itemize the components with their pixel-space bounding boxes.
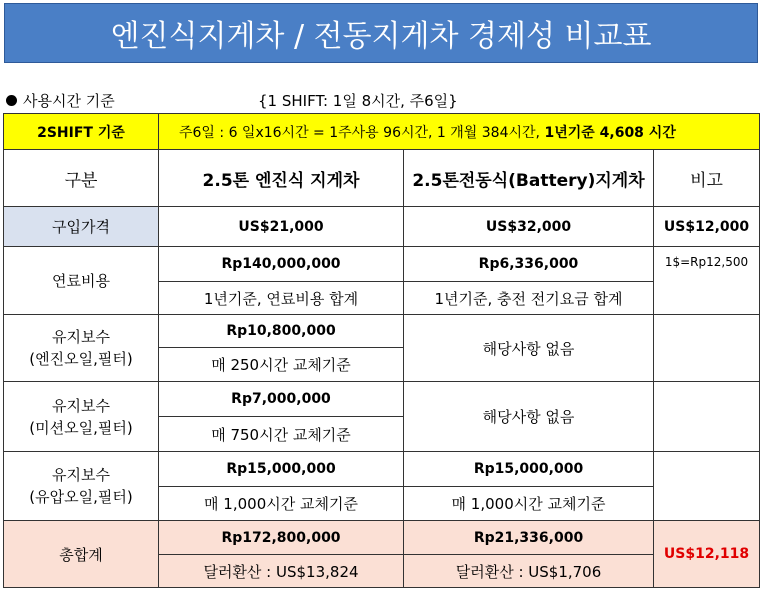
fuel-electric-value: Rp6,336,000 — [404, 247, 654, 282]
shift-row-text — [159, 114, 760, 150]
maint-hydraulic-oil-electric-note: 매 1,000시간 교체기준 — [404, 487, 654, 521]
purchase-engine: US$21,000 — [159, 207, 404, 247]
maint-hydraulic-oil-engine-note: 매 1,000시간 교체기준 — [159, 487, 404, 521]
purchase-remark: US$12,000 — [654, 207, 760, 247]
maint-hydraulic-oil-engine-value: Rp15,000,000 — [159, 452, 404, 487]
shift-definition: {1 SHIFT: 1일 8시간, 주6일} — [258, 92, 458, 110]
maint-hydraulic-oil-label-1: 유지보수 — [52, 466, 110, 484]
maint-hydraulic-oil-electric-value: Rp15,000,000 — [404, 452, 654, 487]
maint-engine-oil-remark — [654, 315, 760, 382]
shift-row-text-b: 1년기준 4,608 시간 — [544, 124, 676, 141]
comparison-table — [3, 113, 760, 588]
total-label: 총합계 — [4, 521, 159, 588]
usage-basis — [6, 90, 115, 111]
usage-basis-label: 사용시간 기준 — [23, 92, 115, 110]
maint-mission-oil-engine-value: Rp7,000,000 — [159, 382, 404, 417]
total-engine-note: 달러환산 : US$13,824 — [159, 555, 404, 588]
maint-hydraulic-oil-label-2: (유압오일,필터) — [29, 488, 133, 506]
maint-mission-oil-label-2: (미션오일,필터) — [29, 418, 133, 437]
row-maint-mission-oil — [4, 382, 760, 417]
maint-mission-oil-remark — [654, 382, 760, 452]
row-purchase — [4, 207, 760, 247]
maint-engine-oil-electric: 해당사항 없음 — [404, 315, 654, 382]
maint-engine-oil-label-2: (엔진오일,필터) — [29, 350, 133, 368]
fuel-remark: 1$=Rp12,500 — [654, 247, 760, 315]
maint-engine-oil-label-1: 유지보수 — [52, 328, 110, 346]
shift-row-label: 2SHIFT 기준 — [4, 114, 159, 150]
maint-hydraulic-oil-remark — [654, 452, 760, 521]
total-electric-value: Rp21,336,000 — [404, 521, 654, 555]
total-engine-value: Rp172,800,000 — [159, 521, 404, 555]
header-category: 구분 — [4, 150, 159, 207]
total-electric-note: 달러환산 : US$1,706 — [404, 555, 654, 588]
maint-hydraulic-oil-label — [4, 452, 159, 521]
purchase-label: 구입가격 — [4, 207, 159, 247]
fuel-engine-note: 1년기준, 연료비용 합계 — [159, 282, 404, 315]
row-fuel — [4, 247, 760, 282]
fuel-electric-note: 1년기준, 충전 전기요금 합계 — [404, 282, 654, 315]
shift-row-text-a: 주6일 : 6 일x16시간 = 1주사용 96시간, 1 개월 384시간, — [179, 124, 545, 141]
maint-mission-oil-label — [4, 382, 159, 452]
maint-engine-oil-engine-value: Rp10,800,000 — [159, 315, 404, 348]
maint-engine-oil-engine-note: 매 250시간 교체기준 — [159, 348, 404, 382]
maint-mission-oil-engine-note: 매 750시간 교체기준 — [159, 417, 404, 452]
row-maint-engine-oil — [4, 315, 760, 348]
header-row — [4, 150, 760, 207]
row-maint-hydraulic-oil — [4, 452, 760, 487]
maint-mission-oil-label-1: 유지보수 — [52, 396, 110, 415]
header-electric: 2.5톤전동식(Battery)지게차 — [404, 150, 654, 207]
bullet-icon — [6, 95, 17, 106]
maint-engine-oil-label — [4, 315, 159, 382]
fuel-engine-value: Rp140,000,000 — [159, 247, 404, 282]
fuel-label: 연료비용 — [4, 247, 159, 315]
shift-row — [4, 114, 760, 150]
page-title: 엔진식지게차 / 전동지게차 경제성 비교표 — [110, 19, 652, 54]
total-remark: US$12,118 — [654, 521, 760, 588]
row-total — [4, 521, 760, 555]
page-title-bar — [4, 3, 758, 63]
maint-mission-oil-electric: 해당사항 없음 — [404, 382, 654, 452]
header-remark: 비고 — [654, 150, 760, 207]
header-engine: 2.5톤 엔진식 지게차 — [159, 150, 404, 207]
purchase-electric: US$32,000 — [404, 207, 654, 247]
